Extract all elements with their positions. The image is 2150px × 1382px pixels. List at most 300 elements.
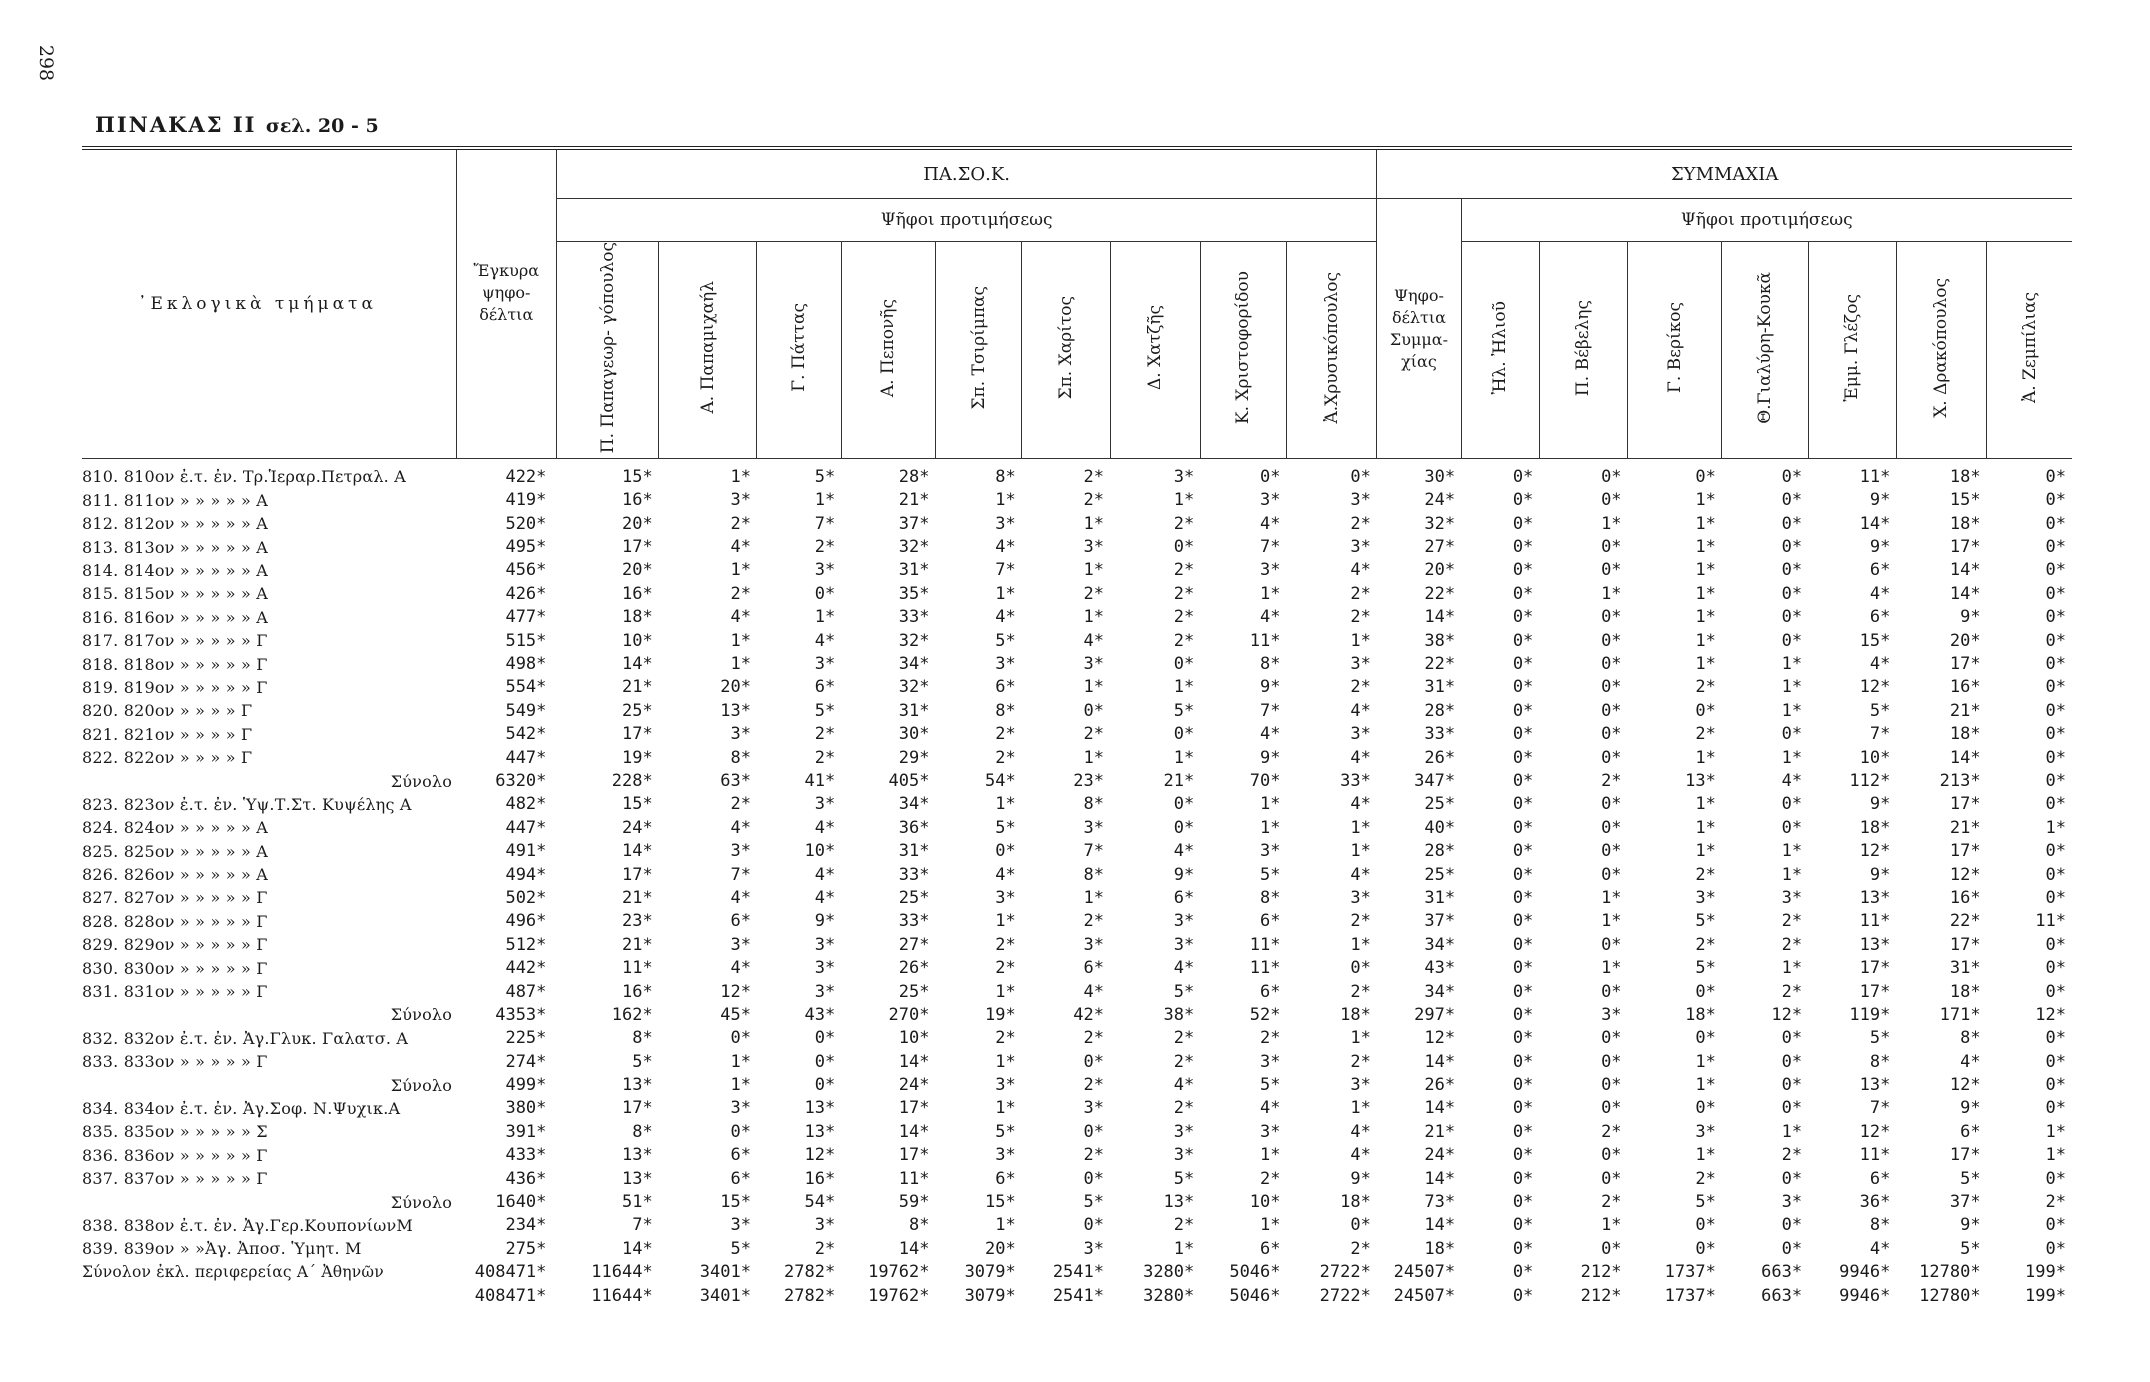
- table-cell: 494*: [505, 864, 547, 885]
- table-cell: 14*: [898, 1051, 930, 1072]
- table-cell: 0*: [1601, 724, 1622, 745]
- table-cell: 0*: [2045, 887, 2066, 908]
- table-cell: 2*: [1083, 1145, 1104, 1166]
- table-cell: 0*: [1083, 1051, 1104, 1072]
- table-cell: 0*: [1350, 1215, 1371, 1236]
- symmachia-preference-header-text: Ψῆφοι προτιμήσεως: [1680, 210, 1853, 230]
- table-cell: 0*: [1601, 981, 1622, 1002]
- table-cell: 11644*: [591, 1262, 653, 1283]
- row-label: [82, 1284, 456, 1307]
- table-cell: 1*: [1781, 958, 1803, 979]
- candidate-header: [757, 242, 841, 459]
- table-cell: 212*: [1580, 1262, 1622, 1283]
- table-cell: 1*: [1695, 560, 1716, 581]
- table-cell: 0*: [1781, 630, 1803, 651]
- table-cell: 1*: [2045, 1145, 2066, 1166]
- table-cell: 70*: [1249, 771, 1281, 791]
- table-cell: 32*: [1424, 513, 1456, 534]
- table-cell: 10*: [804, 841, 836, 862]
- table-cell: 21*: [1163, 771, 1195, 791]
- table-cell: 19762*: [868, 1285, 930, 1306]
- table-cell: 4*: [730, 817, 751, 838]
- table-cell: 22*: [1424, 583, 1456, 604]
- table-cell: 5046*: [1229, 1285, 1281, 1306]
- table-cell: 13*: [1163, 1192, 1195, 1213]
- table-cell: 7*: [814, 513, 836, 534]
- table-cell: 21*: [621, 887, 653, 908]
- table-cell: 1*: [1083, 747, 1104, 768]
- table-cell: 1*: [1695, 607, 1716, 628]
- table-cell: 0*: [1601, 841, 1622, 862]
- table-cell: 0*: [1695, 1028, 1716, 1049]
- table-cell: 2*: [1601, 771, 1622, 791]
- table-row-total: [82, 1003, 2072, 1026]
- table-cell: 391*: [505, 1121, 547, 1142]
- table-cell: 0*: [1781, 1098, 1803, 1119]
- table-cell: 0*: [2045, 1098, 2066, 1119]
- table-cell: 9*: [1173, 864, 1195, 885]
- table-cell: 6*: [1869, 607, 1891, 628]
- table-cell: 0*: [1173, 537, 1195, 558]
- table-cell: 1*: [995, 490, 1016, 511]
- table-cell: 0*: [1695, 1215, 1716, 1236]
- table-cell: 1*: [1695, 630, 1716, 651]
- table-cell: 9*: [1869, 864, 1891, 885]
- table-cell: 1*: [1695, 1051, 1716, 1072]
- table-cell: 25*: [898, 981, 930, 1002]
- table-cell: 2*: [814, 537, 836, 558]
- table-cell: 3*: [1173, 934, 1195, 955]
- table-cell: 0*: [1781, 724, 1803, 745]
- table-cell: 36*: [1859, 1192, 1891, 1213]
- table-cell: 24*: [1424, 490, 1456, 511]
- table-cell: 0*: [1781, 513, 1803, 534]
- table-cell: 3*: [1260, 490, 1281, 511]
- table-cell: 19*: [985, 1004, 1016, 1025]
- table-cell: 426*: [505, 583, 547, 604]
- table-cell: 27*: [1424, 537, 1456, 558]
- table-cell: 37*: [898, 513, 930, 534]
- table-cell: 8*: [909, 1215, 930, 1236]
- table-cell: 14*: [621, 654, 653, 675]
- table-cell: 4*: [1173, 1075, 1195, 1096]
- table-cell: 0*: [2045, 700, 2066, 721]
- table-cell: 0*: [1601, 794, 1622, 815]
- table-cell: 51*: [621, 1192, 653, 1213]
- table-cell: 2*: [1350, 513, 1371, 534]
- table-cell: 16*: [621, 583, 653, 604]
- table-cell: 7*: [730, 864, 751, 885]
- table-cell: 37*: [1424, 911, 1456, 932]
- row-label: 839. 839ον » »Ἀγ. Ἀποσ. Ὑμητ. Μ: [82, 1239, 362, 1259]
- table-cell: 14*: [1949, 560, 1981, 581]
- valid-ballots-header: [456, 148, 556, 459]
- table-cell: 1*: [1350, 841, 1371, 862]
- table-cell: 22*: [1949, 911, 1981, 932]
- table-cell: 0*: [1512, 513, 1534, 534]
- table-cell: 0*: [1512, 934, 1534, 955]
- table-row-total: [82, 769, 2072, 792]
- table-cell: 73*: [1424, 1192, 1456, 1213]
- row-label: 828. 828ον » » » » » Γ: [82, 911, 268, 931]
- table-cell: 0*: [1601, 607, 1622, 628]
- table-cell: 433*: [505, 1145, 547, 1166]
- row-label: 838. 838ον ἐ.τ. ἐν. Ἀγ.Γερ.ΚουπονίωνΜ: [82, 1215, 413, 1235]
- table-cell: 4*: [1781, 771, 1803, 791]
- table-row: [82, 1027, 2072, 1050]
- table-cell: 380*: [505, 1098, 547, 1119]
- table-cell: 3*: [1781, 1192, 1803, 1213]
- sections-header: [82, 148, 456, 459]
- table-cell: 0*: [2045, 1168, 2066, 1189]
- table-cell: 1*: [1260, 817, 1281, 838]
- table-cell: 31*: [898, 560, 930, 581]
- table-cell: 1*: [1695, 490, 1716, 511]
- table-cell: 0*: [2045, 607, 2066, 628]
- candidate-name: Γ. Πάττας: [789, 303, 810, 392]
- table-cell: 0*: [1512, 981, 1534, 1002]
- table-cell: 0*: [2045, 1075, 2066, 1096]
- table-cell: 24*: [621, 817, 653, 838]
- table-cell: 3*: [1350, 537, 1371, 558]
- table-cell: 43*: [1424, 958, 1456, 979]
- table-cell: 9946*: [1839, 1262, 1891, 1283]
- table-cell: 512*: [505, 934, 547, 955]
- table-cell: 0*: [1695, 1098, 1716, 1119]
- table-cell: 4*: [1350, 1145, 1371, 1166]
- table-cell: 270*: [888, 1004, 930, 1025]
- table-cell: 2*: [1083, 490, 1104, 511]
- table-cell: 2*: [1173, 1098, 1195, 1119]
- table-cell: 14*: [898, 1238, 930, 1259]
- table-cell: 2*: [1083, 583, 1104, 604]
- table-cell: 6320*: [495, 771, 547, 791]
- table-cell: 3*: [814, 1215, 836, 1236]
- table-cell: 20*: [1424, 560, 1456, 581]
- table-cell: 21*: [621, 677, 653, 698]
- candidate-name: Ἀ. Ζεμπίλιας: [2019, 292, 2040, 404]
- table-cell: 2*: [1173, 583, 1195, 604]
- table-cell: 1*: [730, 1051, 751, 1072]
- table-cell: 40*: [1424, 817, 1456, 838]
- table-cell: 0*: [2045, 513, 2066, 534]
- table-cell: 5*: [1869, 700, 1891, 721]
- table-cell: 0*: [814, 1051, 836, 1072]
- table-cell: 0*: [1512, 1004, 1534, 1025]
- table-cell: 1*: [1695, 841, 1716, 862]
- row-label: 813. 813ον » » » » » Α: [82, 537, 269, 557]
- table-cell: 3*: [814, 794, 836, 815]
- table-row: [82, 746, 2072, 769]
- table-cell: 447*: [505, 817, 547, 838]
- table-cell: 25*: [621, 700, 653, 721]
- table-cell: 1*: [1350, 1098, 1371, 1119]
- table-cell: 1*: [995, 981, 1016, 1002]
- table-cell: 1*: [1601, 513, 1622, 534]
- table-cell: 0*: [995, 841, 1016, 862]
- table-cell: 2*: [1695, 934, 1716, 955]
- table-row-grand-total: [82, 1284, 2072, 1307]
- table-cell: 17*: [1859, 958, 1891, 979]
- table-cell: 10*: [898, 1028, 930, 1049]
- table-row: [82, 1237, 2072, 1260]
- table-cell: 43*: [804, 1004, 836, 1025]
- table-cell: 6*: [1869, 1168, 1891, 1189]
- table-cell: 12*: [1859, 677, 1891, 698]
- table-cell: 3079*: [964, 1285, 1016, 1306]
- table-cell: 5*: [1173, 981, 1195, 1002]
- table-cell: 14*: [1424, 1098, 1456, 1119]
- table-cell: 3*: [1173, 1145, 1195, 1166]
- row-label: 819. 819ον » » » » » Γ: [82, 677, 268, 697]
- table-cell: 4*: [1173, 958, 1195, 979]
- table-cell: 3401*: [699, 1285, 751, 1306]
- table-cell: 0*: [1601, 1238, 1622, 1259]
- table-cell: 17*: [621, 864, 653, 885]
- table-cell: 422*: [505, 466, 547, 487]
- candidate-name: Α. Παπαμιχαήλ: [697, 281, 718, 414]
- candidate-name: Σπ. Χαρίτος: [1055, 295, 1076, 400]
- table-cell: 42*: [1073, 1004, 1104, 1025]
- candidate-name: Ἐμμ. Γλέζος: [1842, 293, 1863, 402]
- candidate-name: Π. Παπαγεωρ- γόπουλος: [597, 242, 618, 454]
- table-cell: 0*: [1512, 794, 1534, 815]
- table-cell: 18*: [1949, 466, 1981, 487]
- table-cell: 12*: [804, 1145, 836, 1166]
- table-cell: 20*: [985, 1238, 1016, 1259]
- table-cell: 8*: [632, 1028, 653, 1049]
- table-row: [82, 606, 2072, 629]
- row-label: 833. 833ον » » » » » Γ: [82, 1052, 268, 1072]
- pasok-header-text: ΠΑ.ΣΟ.Κ.: [923, 163, 1011, 185]
- table-cell: 11*: [1859, 466, 1891, 487]
- table-body: [82, 459, 2072, 1308]
- table-cell: 1*: [1695, 583, 1716, 604]
- table-cell: 1*: [1260, 583, 1281, 604]
- table-cell: 16*: [621, 490, 653, 511]
- candidate-name: Κ. Χριστοφορίδου: [1233, 271, 1254, 425]
- table-cell: 0*: [1601, 1168, 1622, 1189]
- table-cell: 542*: [505, 724, 547, 745]
- table-row: [82, 956, 2072, 979]
- candidate-header: [841, 242, 935, 459]
- table-cell: 1*: [1083, 560, 1104, 581]
- row-label: Σύνολο: [390, 1192, 453, 1212]
- table-cell: 0*: [1173, 794, 1195, 815]
- table-cell: 2*: [1601, 1121, 1622, 1142]
- table-cell: 3*: [995, 887, 1016, 908]
- table-cell: 13*: [1859, 887, 1891, 908]
- table-cell: 0*: [1173, 724, 1195, 745]
- table-cell: 0*: [1781, 607, 1803, 628]
- candidate-name: Θ.Γιαλύρη-Κουκᾶ: [1754, 271, 1775, 424]
- table-cell: 0*: [1173, 817, 1195, 838]
- table-cell: 13*: [1859, 1075, 1891, 1096]
- table-cell: 7*: [632, 1215, 653, 1236]
- table-cell: 16*: [1949, 887, 1981, 908]
- table-cell: 199*: [2025, 1285, 2066, 1306]
- table-row: [82, 816, 2072, 839]
- table-cell: 0*: [1512, 1145, 1534, 1166]
- table-cell: 0*: [1601, 1145, 1622, 1166]
- table-cell: 0*: [2045, 1051, 2066, 1072]
- table-cell: 1*: [1260, 1145, 1281, 1166]
- table-cell: 52*: [1249, 1004, 1281, 1025]
- table-cell: 2*: [1260, 1028, 1281, 1049]
- table-cell: 487*: [505, 981, 547, 1002]
- table-cell: 2*: [1173, 1028, 1195, 1049]
- table-cell: 6*: [730, 911, 751, 932]
- table-cell: 2*: [1695, 724, 1716, 745]
- table-cell: 5*: [1695, 1192, 1716, 1213]
- table-cell: 1737*: [1664, 1285, 1716, 1306]
- table-cell: 21*: [1949, 700, 1981, 721]
- table-cell: 0*: [1512, 1238, 1534, 1259]
- symmachia-header: [1377, 148, 2072, 199]
- table-cell: 8*: [995, 700, 1016, 721]
- table-cell: 0*: [1781, 466, 1803, 487]
- table-cell: 3*: [1350, 490, 1371, 511]
- table-cell: 5046*: [1229, 1262, 1281, 1283]
- table-cell: 3*: [814, 560, 836, 581]
- table-cell: 3*: [730, 724, 751, 745]
- table-cell: 26*: [1424, 1075, 1456, 1096]
- row-label: 837. 837ον » » » » » Γ: [82, 1169, 268, 1189]
- table-cell: 0*: [1512, 1075, 1534, 1096]
- table-cell: 13*: [621, 1075, 653, 1096]
- table-cell: 18*: [1685, 1004, 1716, 1025]
- table-cell: 3*: [1260, 1051, 1281, 1072]
- table-cell: 3*: [1350, 724, 1371, 745]
- table-row: [82, 582, 2072, 605]
- table-cell: 0*: [1512, 817, 1534, 838]
- table-cell: 9*: [814, 911, 836, 932]
- table-cell: 4*: [730, 607, 751, 628]
- table-cell: 3*: [730, 1098, 751, 1119]
- table-cell: 0*: [1512, 747, 1534, 768]
- table-cell: 25*: [1424, 794, 1456, 815]
- table-cell: 5*: [1960, 1168, 1981, 1189]
- table-cell: 0*: [2045, 958, 2066, 979]
- table-title: [95, 112, 379, 137]
- row-label: 832. 832ον ἐ.τ. ἐν. Ἀγ.Γλυκ. Γαλατσ. Α: [82, 1028, 409, 1048]
- table-cell: 2*: [1083, 1028, 1104, 1049]
- table-cell: 3*: [814, 981, 836, 1002]
- table-cell: 663*: [1761, 1262, 1803, 1283]
- table-cell: 0*: [2045, 981, 2066, 1002]
- table-cell: 7*: [1869, 1098, 1891, 1119]
- table-cell: 2541*: [1052, 1262, 1104, 1283]
- table-cell: 0*: [1512, 771, 1534, 791]
- table-cell: 1*: [995, 1098, 1016, 1119]
- table-cell: 30*: [898, 724, 930, 745]
- table-cell: 7*: [1260, 537, 1281, 558]
- table-cell: 15*: [621, 794, 653, 815]
- table-cell: 25*: [898, 887, 930, 908]
- table-cell: 3*: [995, 1145, 1016, 1166]
- table-cell: 15*: [985, 1192, 1016, 1213]
- table-cell: 11*: [1249, 630, 1281, 651]
- table-cell: 11*: [1859, 911, 1891, 932]
- table-cell: 33*: [1340, 771, 1371, 791]
- table-cell: 0*: [2045, 724, 2066, 745]
- table-cell: 2*: [2045, 1192, 2066, 1213]
- symmachia-header-text: ΣΥΜΜΑΧΙΑ: [1670, 163, 1779, 185]
- table-cell: 3*: [730, 841, 751, 862]
- table-cell: 0*: [1512, 841, 1534, 862]
- table-cell: 4*: [1869, 654, 1891, 675]
- table-cell: 17*: [621, 537, 653, 558]
- table-cell: 11*: [1249, 934, 1281, 955]
- table-cell: 0*: [2045, 771, 2066, 791]
- table-cell: 498*: [505, 654, 547, 675]
- table-cell: 4*: [730, 958, 751, 979]
- table-cell: 2*: [995, 958, 1016, 979]
- table-cell: 0*: [1512, 1028, 1534, 1049]
- row-label: 824. 824ον » » » » » Α: [82, 818, 269, 838]
- table-cell: 1*: [1083, 887, 1104, 908]
- table-cell: 2*: [995, 747, 1016, 768]
- row-label: 836. 836ον » » » » » Γ: [82, 1145, 268, 1165]
- table-cell: 9*: [1960, 1215, 1981, 1236]
- table-row-total: [82, 1073, 2072, 1096]
- table-cell: 38*: [1424, 630, 1456, 651]
- table-cell: 0*: [1695, 1238, 1716, 1259]
- table-cell: 0*: [1781, 490, 1803, 511]
- candidate-header: [1896, 242, 1986, 459]
- table-cell: 3*: [1083, 654, 1104, 675]
- table-cell: 3*: [1083, 537, 1104, 558]
- table-cell: 3*: [995, 1075, 1016, 1096]
- table-cell: 0*: [1601, 537, 1622, 558]
- row-label: 821. 821ον » » » » Γ: [82, 724, 253, 744]
- table-title-sub: σελ. 20 - 5: [265, 115, 379, 137]
- table-cell: 0*: [1601, 934, 1622, 955]
- table-cell: 24*: [898, 1075, 930, 1096]
- table-cell: 0*: [1781, 1075, 1803, 1096]
- row-label: 826. 826ον » » » » » Α: [82, 865, 269, 885]
- table-cell: 4*: [814, 864, 836, 885]
- table-cell: 2*: [995, 934, 1016, 955]
- table-cell: 549*: [505, 700, 547, 721]
- table-cell: 0*: [1512, 724, 1534, 745]
- table-cell: 0*: [1601, 864, 1622, 885]
- table-cell: 11*: [1859, 1145, 1891, 1166]
- table-cell: 3*: [1083, 934, 1104, 955]
- table-cell: 436*: [505, 1168, 547, 1189]
- table-cell: 2*: [730, 583, 751, 604]
- candidate-name: Γ. Βερίκος: [1664, 302, 1685, 394]
- table-cell: 2*: [1083, 724, 1104, 745]
- symmachia-ballots-header: [1377, 199, 1461, 459]
- candidate-header: [1287, 242, 1377, 459]
- table-cell: 4*: [1350, 747, 1371, 768]
- table-cell: 112*: [1849, 771, 1891, 791]
- candidate-name: Π. Βέβελης: [1573, 299, 1594, 396]
- table-cell: 20*: [621, 560, 653, 581]
- table-cell: 31*: [898, 841, 930, 862]
- table-cell: 8*: [632, 1121, 653, 1142]
- candidate-name: Α. Πεπονῆς: [878, 298, 899, 397]
- table-cell: 0*: [1512, 654, 1534, 675]
- table-cell: 0*: [1695, 981, 1716, 1002]
- table-cell: 213*: [1939, 771, 1981, 791]
- table-cell: 1*: [1781, 677, 1803, 698]
- table-cell: 1*: [1695, 537, 1716, 558]
- table-cell: 17*: [1949, 794, 1981, 815]
- table-cell: 32*: [898, 677, 930, 698]
- table-cell: 11*: [2035, 911, 2066, 932]
